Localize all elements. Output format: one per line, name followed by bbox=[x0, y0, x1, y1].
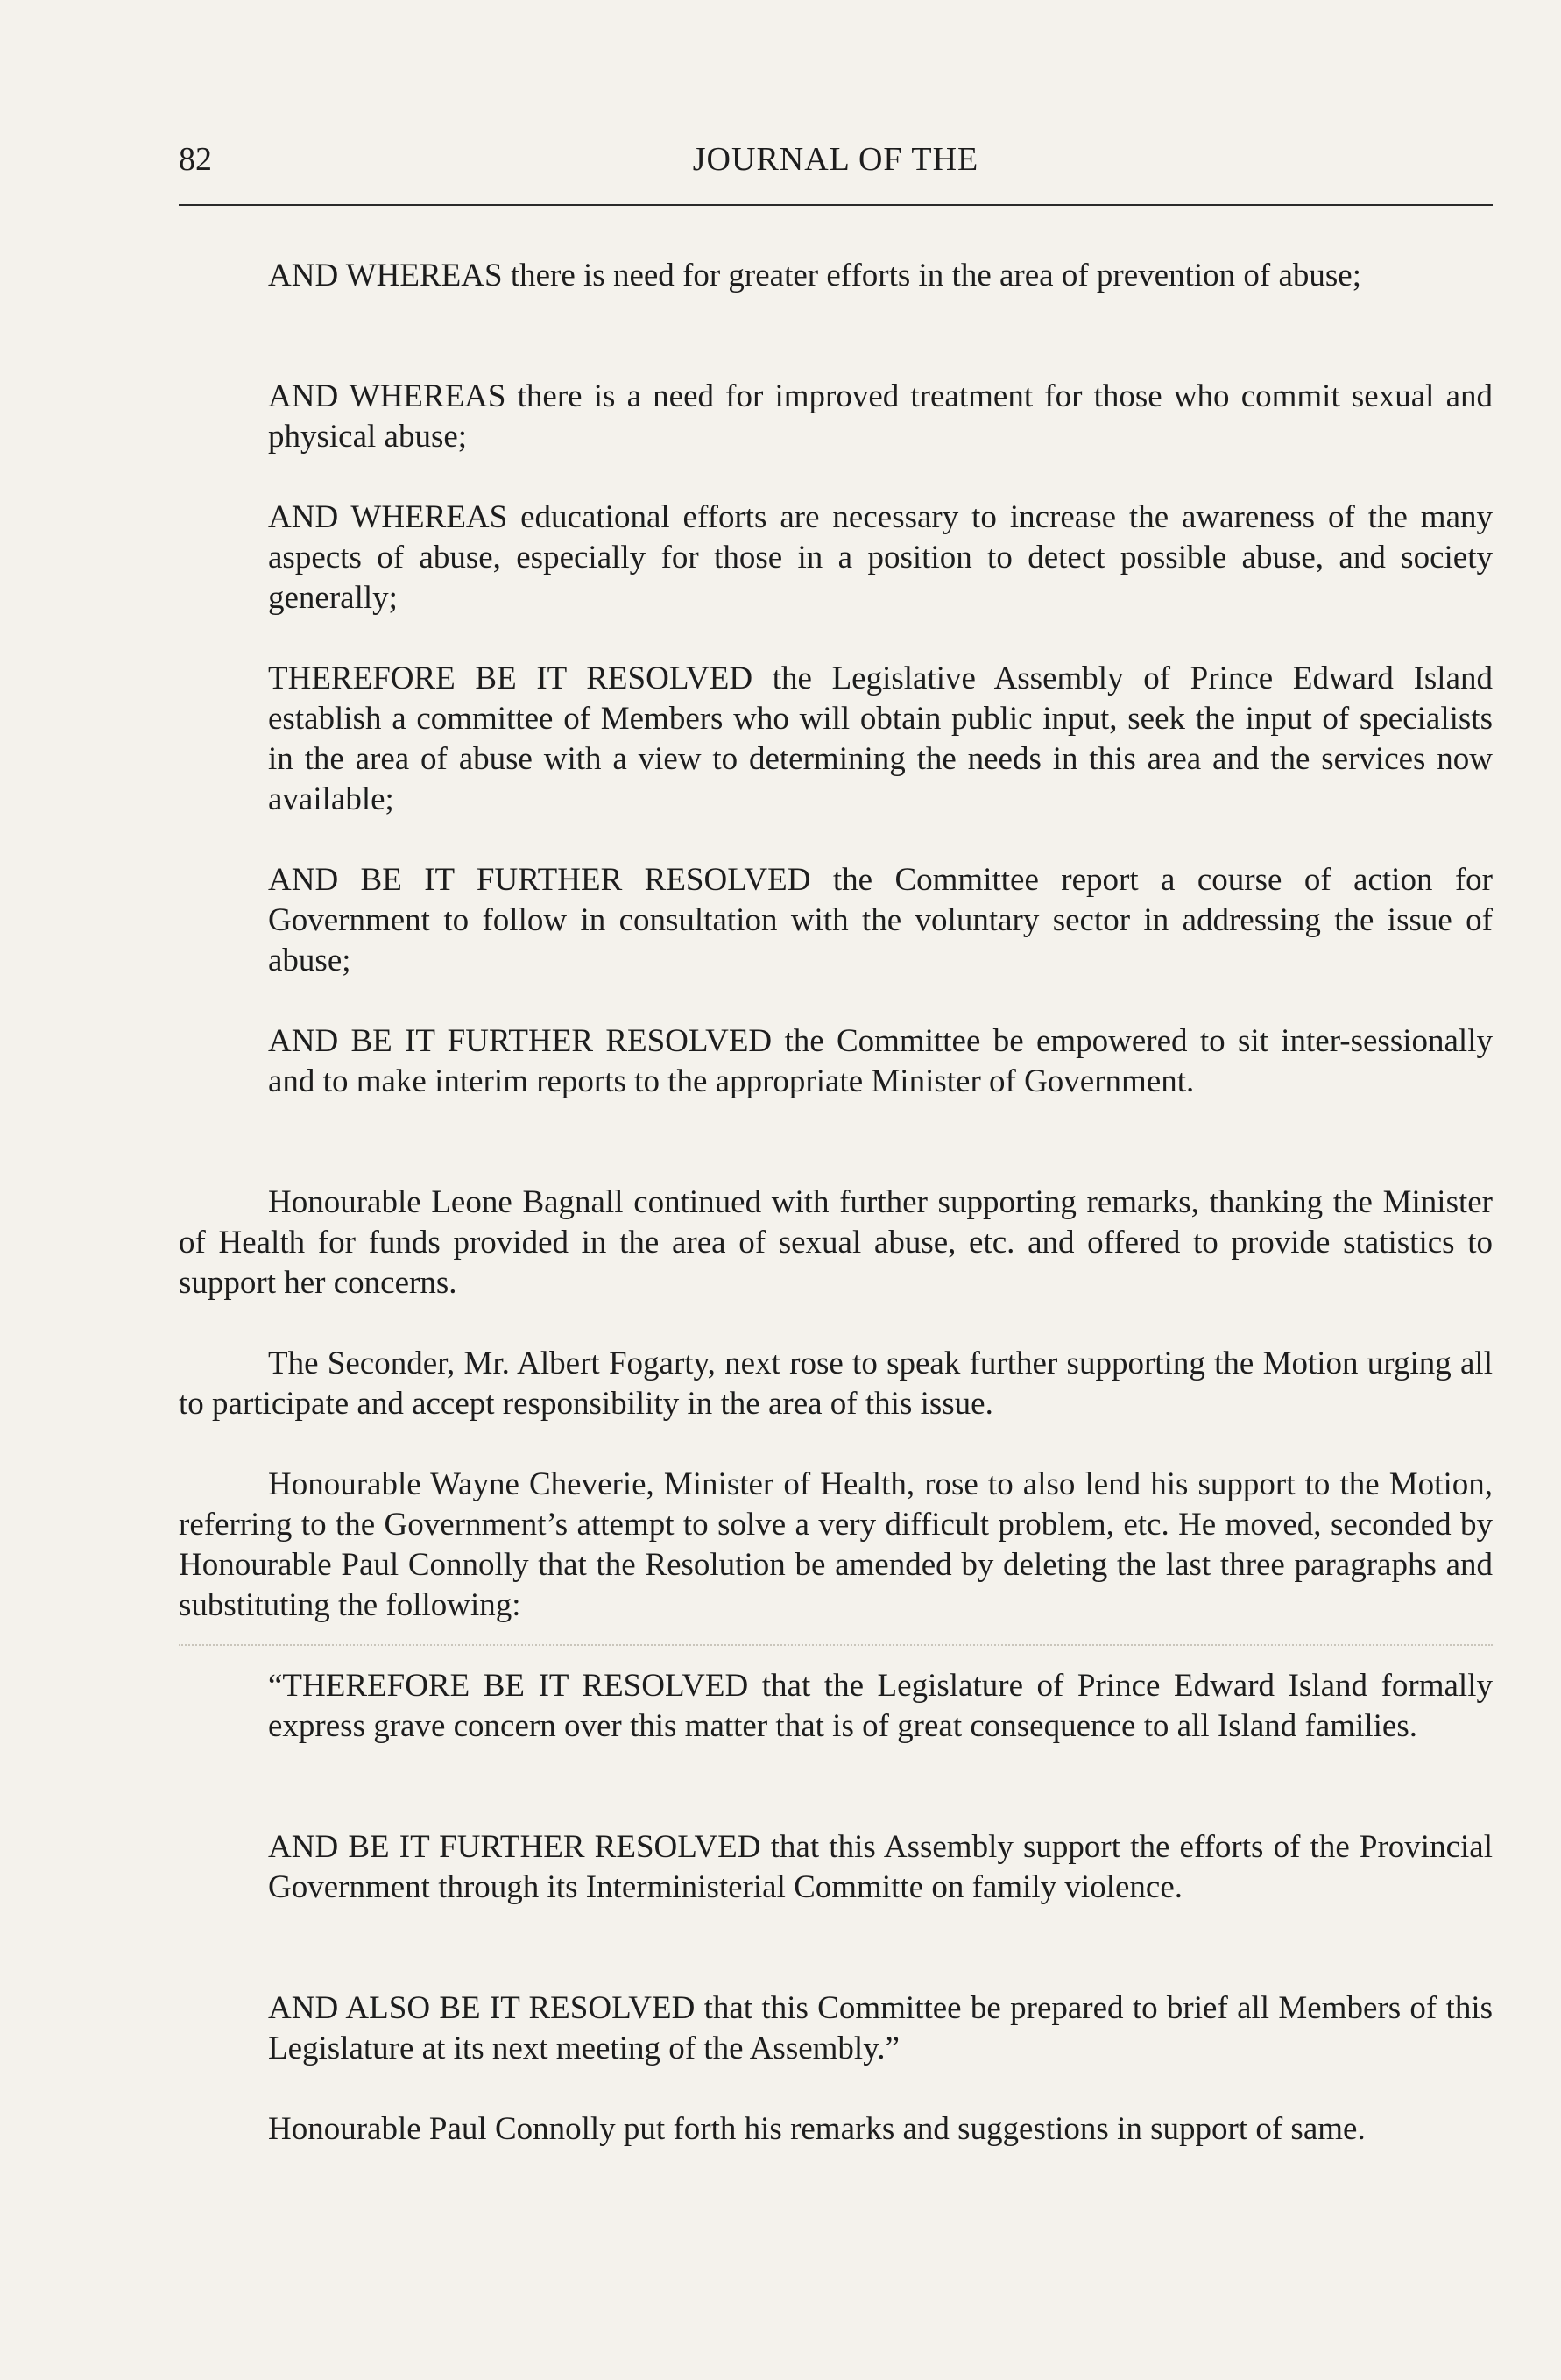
bagnall-remarks-paragraph: Honourable Leone Bagnall continued with further supporting remarks, thanking the Minister of Health for funds provided in the area of sexual abuse, etc. and offered to provide statistics to support her concerns. bbox=[179, 1184, 1493, 1301]
page-number: 82 bbox=[179, 141, 212, 178]
resolved-committee-paragraph: THEREFORE BE IT RESOLVED the Legislative Assembly of Prince Edward Island establish a committee of Members who will obtain public input, seek the input of specialists in the area of abuse with a view to determining the needs in this area and the services now available; bbox=[268, 660, 1493, 817]
connolly-remarks-paragraph: Honourable Paul Connolly put forth his remarks and suggestions in support of same. bbox=[268, 2111, 1366, 2147]
further-resolved-empowered-paragraph: AND BE IT FURTHER RESOLVED the Committee be empowered to sit inter-sessionally and to make interim reports to the appropriate Minister of Government. bbox=[268, 1023, 1493, 1099]
cheverie-amendment-paragraph: Honourable Wayne Cheverie, Minister of Health, rose to also lend his support to the Motion, referring to the Government’s attempt to solve a very difficult problem, etc. He moved, seconded by Honourable Paul Connolly that the Resolution be amended by deleting the last three paragraphs and substituting the following: bbox=[179, 1466, 1493, 1623]
further-resolved-report-paragraph: AND BE IT FURTHER RESOLVED the Committee report a course of action for Government to follow in consultation with the voluntary sector in addressing the issue of abuse; bbox=[268, 862, 1493, 978]
running-head: JOURNAL OF THE bbox=[692, 141, 979, 178]
faint-dotted-rule bbox=[179, 1644, 1493, 1646]
whereas-treatment-paragraph: AND WHEREAS there is a need for improved treatment for those who commit sexual and physical abuse; bbox=[268, 378, 1493, 455]
amendment-further-resolved-paragraph: AND BE IT FURTHER RESOLVED that this Assembly support the efforts of the Provincial Government through its Interministerial Committe on family violence. bbox=[268, 1829, 1493, 1905]
header-rule bbox=[179, 204, 1493, 206]
whereas-education-paragraph: AND WHEREAS educational efforts are necessary to increase the awareness of the many aspects of abuse, especially for those in a position to detect possible abuse, and society generally; bbox=[268, 499, 1493, 616]
fogarty-remarks-paragraph: The Seconder, Mr. Albert Fogarty, next rose to speak further supporting the Motion urging all to participate and accept responsibility in the area of this issue. bbox=[179, 1345, 1493, 1422]
page-header bbox=[179, 131, 1493, 187]
amendment-resolved-paragraph: “THEREFORE BE IT RESOLVED that the Legislature of Prince Edward Island formally express grave concern over this matter that is of great consequence to all Island families. bbox=[268, 1668, 1493, 1744]
whereas-prevention-paragraph: AND WHEREAS there is need for greater efforts in the area of prevention of abuse; bbox=[268, 258, 1361, 293]
amendment-also-resolved-paragraph: AND ALSO BE IT RESOLVED that this Committee be prepared to brief all Members of this Legislature at its next meeting of the Assembly.” bbox=[268, 1990, 1493, 2066]
